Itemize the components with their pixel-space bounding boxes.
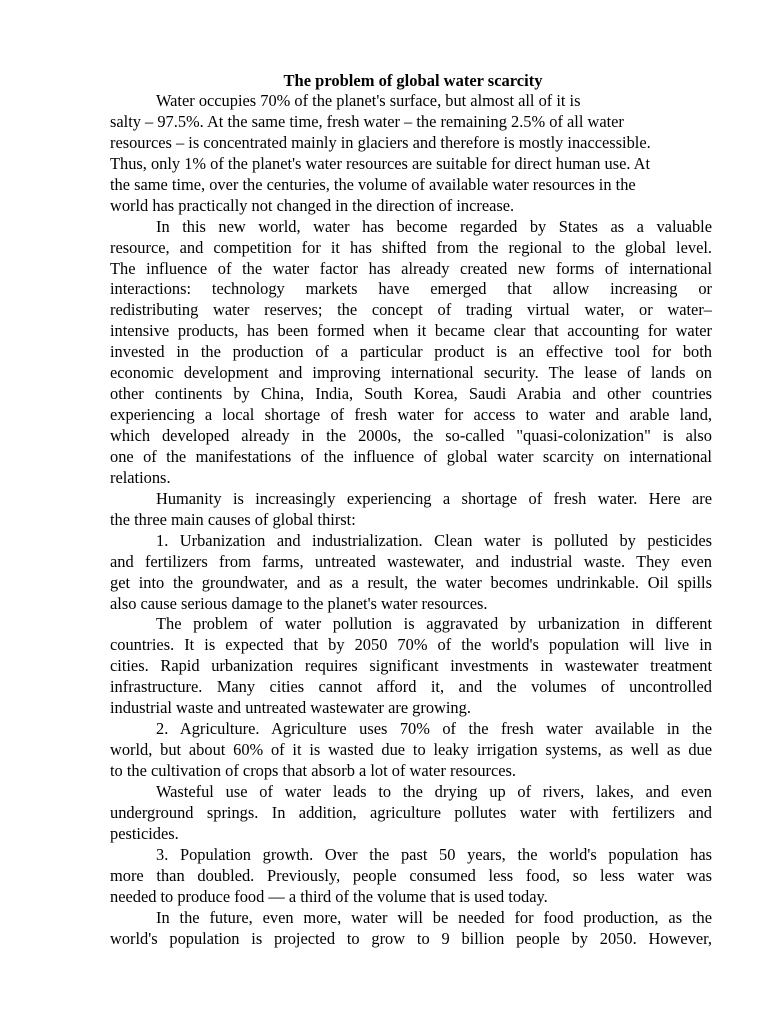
body-text-line: resource, and competition for it has shifted from the regional to the global level. xyxy=(110,237,712,257)
body-text-line: to the cultivation of crops that absorb a lot of water resources. xyxy=(110,761,516,780)
body-text-line: 2. Agriculture. Agriculture uses 70% of the fresh water available in the xyxy=(156,719,712,739)
body-text-line: relations. xyxy=(110,467,171,487)
body-text-line: underground springs. In addition, agriculture pollutes water with fertilizers and xyxy=(110,802,712,822)
body-text-line: one of the manifestations of the influence of global water scarcity on international xyxy=(110,446,712,466)
body-text-line: needed to produce food — a third of the volume that is used today. xyxy=(110,886,548,906)
body-text-line: interactions: technology markets have emerged that allow increasing or xyxy=(110,279,712,299)
body-text-line: the three main causes of global thirst: xyxy=(110,509,356,529)
body-text-line: In this new world, water has become regarded by States as a valuable xyxy=(156,216,712,236)
body-text-line: The problem of water pollution is aggravated by urbanization in different xyxy=(156,614,712,634)
body-text-line: world has practically not changed in the direction of increase. xyxy=(110,195,515,215)
body-text-line: also cause serious damage to the planet's water resources. xyxy=(110,593,488,613)
body-text-line: salty – 97.5%. At the same time, fresh water – the remaining 2.5% of all water xyxy=(110,111,624,131)
body-text-line: Thus, only 1% of the planet's water resources are suitable for direct human use. At xyxy=(110,153,651,173)
body-text-line: get into the groundwater, and as a result, the water becomes undrinkable. Oil spills xyxy=(110,572,712,592)
body-text-line: countries. It is expected that by 2050 70% of the world's population will live in xyxy=(110,635,712,655)
body-text-line: intensive products, has been formed when it became clear that accounting for water xyxy=(110,321,712,341)
document-title: The problem of global water scarcity xyxy=(283,71,543,90)
body-text-line: more than doubled. Previously, people consumed less food, so less water was xyxy=(110,865,712,885)
body-text-line: industrial waste and untreated wastewater are growing. xyxy=(110,698,471,718)
body-text-line: world's population is projected to grow to 9 billion people by 2050. However, xyxy=(110,928,712,948)
body-text-line: cities. Rapid urbanization requires significant investments in wastewater treatment xyxy=(110,656,712,676)
body-text-line: the same time, over the centuries, the volume of available water resources in the xyxy=(110,174,636,194)
body-text-line: other continents by China, India, South Korea, Saudi Arabia and other countries xyxy=(110,384,712,404)
body-text-line: experiencing a local shortage of fresh water for access to water and arable land, xyxy=(110,405,712,425)
body-text-line: Wasteful use of water leads to the drying up of rivers, lakes, and even xyxy=(156,781,712,801)
body-text-line: Humanity is increasingly experiencing a shortage of fresh water. Here are xyxy=(156,488,712,508)
body-text-line: which developed already in the 2000s, the so-called "quasi-colonization" is also xyxy=(110,426,712,445)
body-text-line: invested in the production of a particular product is an effective tool for both xyxy=(110,342,712,362)
body-text-line: and fertilizers from farms, untreated wastewater, and industrial waste. They even xyxy=(110,551,712,571)
body-text-line: redistributing water reserves; the concept of trading virtual water, or water– xyxy=(110,300,712,320)
body-text-line: 1. Urbanization and industrialization. Clean water is polluted by pesticides xyxy=(156,530,712,550)
body-text-line: The influence of the water factor has already created new forms of international xyxy=(110,258,712,278)
body-text-line: 3. Population growth. Over the past 50 years, the world's population has xyxy=(156,844,712,864)
body-text-line: pesticides. xyxy=(110,823,179,843)
body-text-line: world, but about 60% of it is wasted due to leaky irrigation systems, as well as due xyxy=(110,740,712,760)
body-text-line: economic development and improving international security. The lease of lands on xyxy=(110,363,712,383)
body-text-line: Water occupies 70% of the planet's surface, but almost all of it is xyxy=(156,91,581,110)
body-text-line: In the future, even more, water will be needed for food production, as the xyxy=(156,907,712,927)
document-body xyxy=(110,91,712,949)
body-text-line: resources – is concentrated mainly in glaciers and therefore is mostly inaccessible. xyxy=(110,132,651,152)
body-text-line: infrastructure. Many cities cannot afford it, and the volumes of uncontrolled xyxy=(110,677,712,697)
